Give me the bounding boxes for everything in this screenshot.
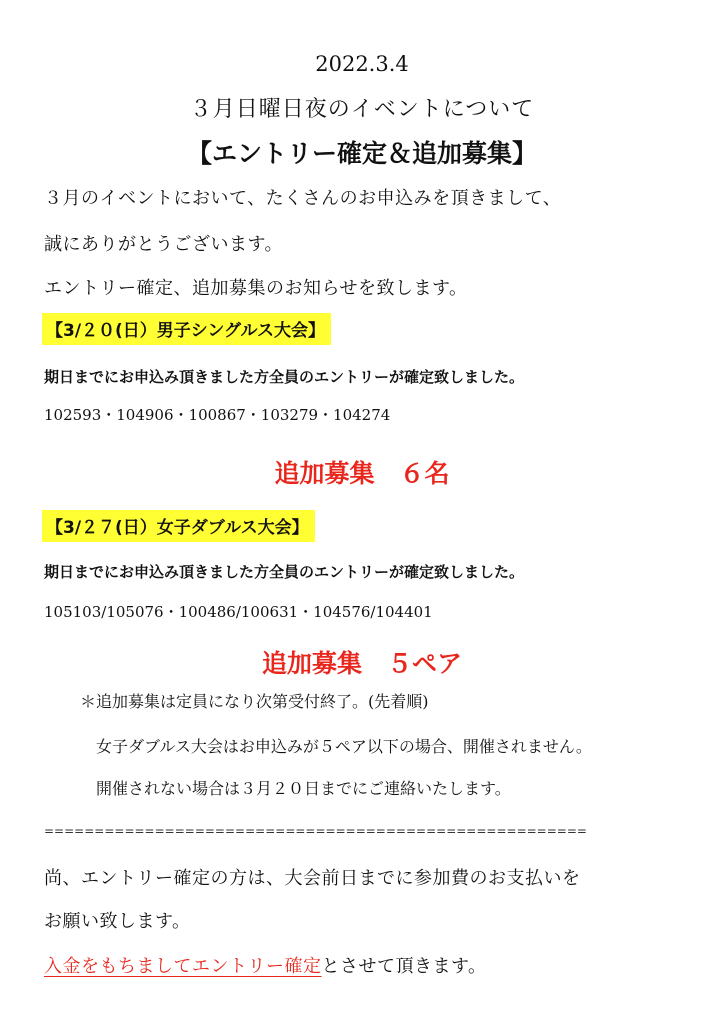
event2-entry-numbers: 105103/105076・100486/100631・104576/104401 — [44, 603, 433, 621]
note-line-3: 開催されない場合は３月２０日までにご連絡いたします。 — [96, 779, 511, 798]
event1-entry-numbers: 102593・104906・100867・103279・104274 — [44, 406, 391, 424]
closing-tail: とさせて頂きます。 — [321, 956, 487, 977]
separator-line: ====================================================== — [44, 824, 587, 838]
document-subtitle: ３月日曜日夜のイベントについて — [189, 97, 535, 122]
intro-line-2: 誠にありがとうございます。 — [44, 234, 284, 255]
document-date: 2022.3.4 — [315, 52, 409, 76]
event2-heading: 【3/２７(日）女子ダブルス大会】 — [42, 510, 315, 542]
intro-line-1: ３月のイベントにおいて、たくさんのお申込みを頂きまして、 — [44, 188, 562, 209]
event1-confirmed-text: 期日までにお申込み頂きました方全員のエントリーが確定致しました。 — [44, 368, 525, 386]
note-line-1: ＊追加募集は定員になり次第受付終了。(先着順) — [80, 692, 429, 711]
intro-line-3: エントリー確定、追加募集のお知らせを致します。 — [44, 278, 468, 299]
event1-heading: 【3/２０(日）男子シングルス大会】 — [42, 313, 331, 345]
closing-line-1: 尚、エントリー確定の方は、大会前日までに参加費のお支払いを — [44, 868, 581, 889]
event1-additional-recruit: 追加募集 ６名 — [274, 459, 450, 488]
payment-emphasis: 入金をもちましてエントリー確定 — [44, 956, 322, 977]
closing-line-2: お願い致します。 — [44, 911, 191, 932]
closing-line-3 — [44, 952, 487, 978]
event2-additional-recruit: 追加募集 ５ペア — [261, 649, 462, 678]
document-title: 【エントリー確定＆追加募集】 — [186, 139, 537, 168]
event2-confirmed-text: 期日までにお申込み頂きました方全員のエントリーが確定致しました。 — [44, 563, 525, 581]
note-line-2: 女子ダブルス大会はお申込みが５ペア以下の場合、開催されません。 — [96, 737, 592, 756]
